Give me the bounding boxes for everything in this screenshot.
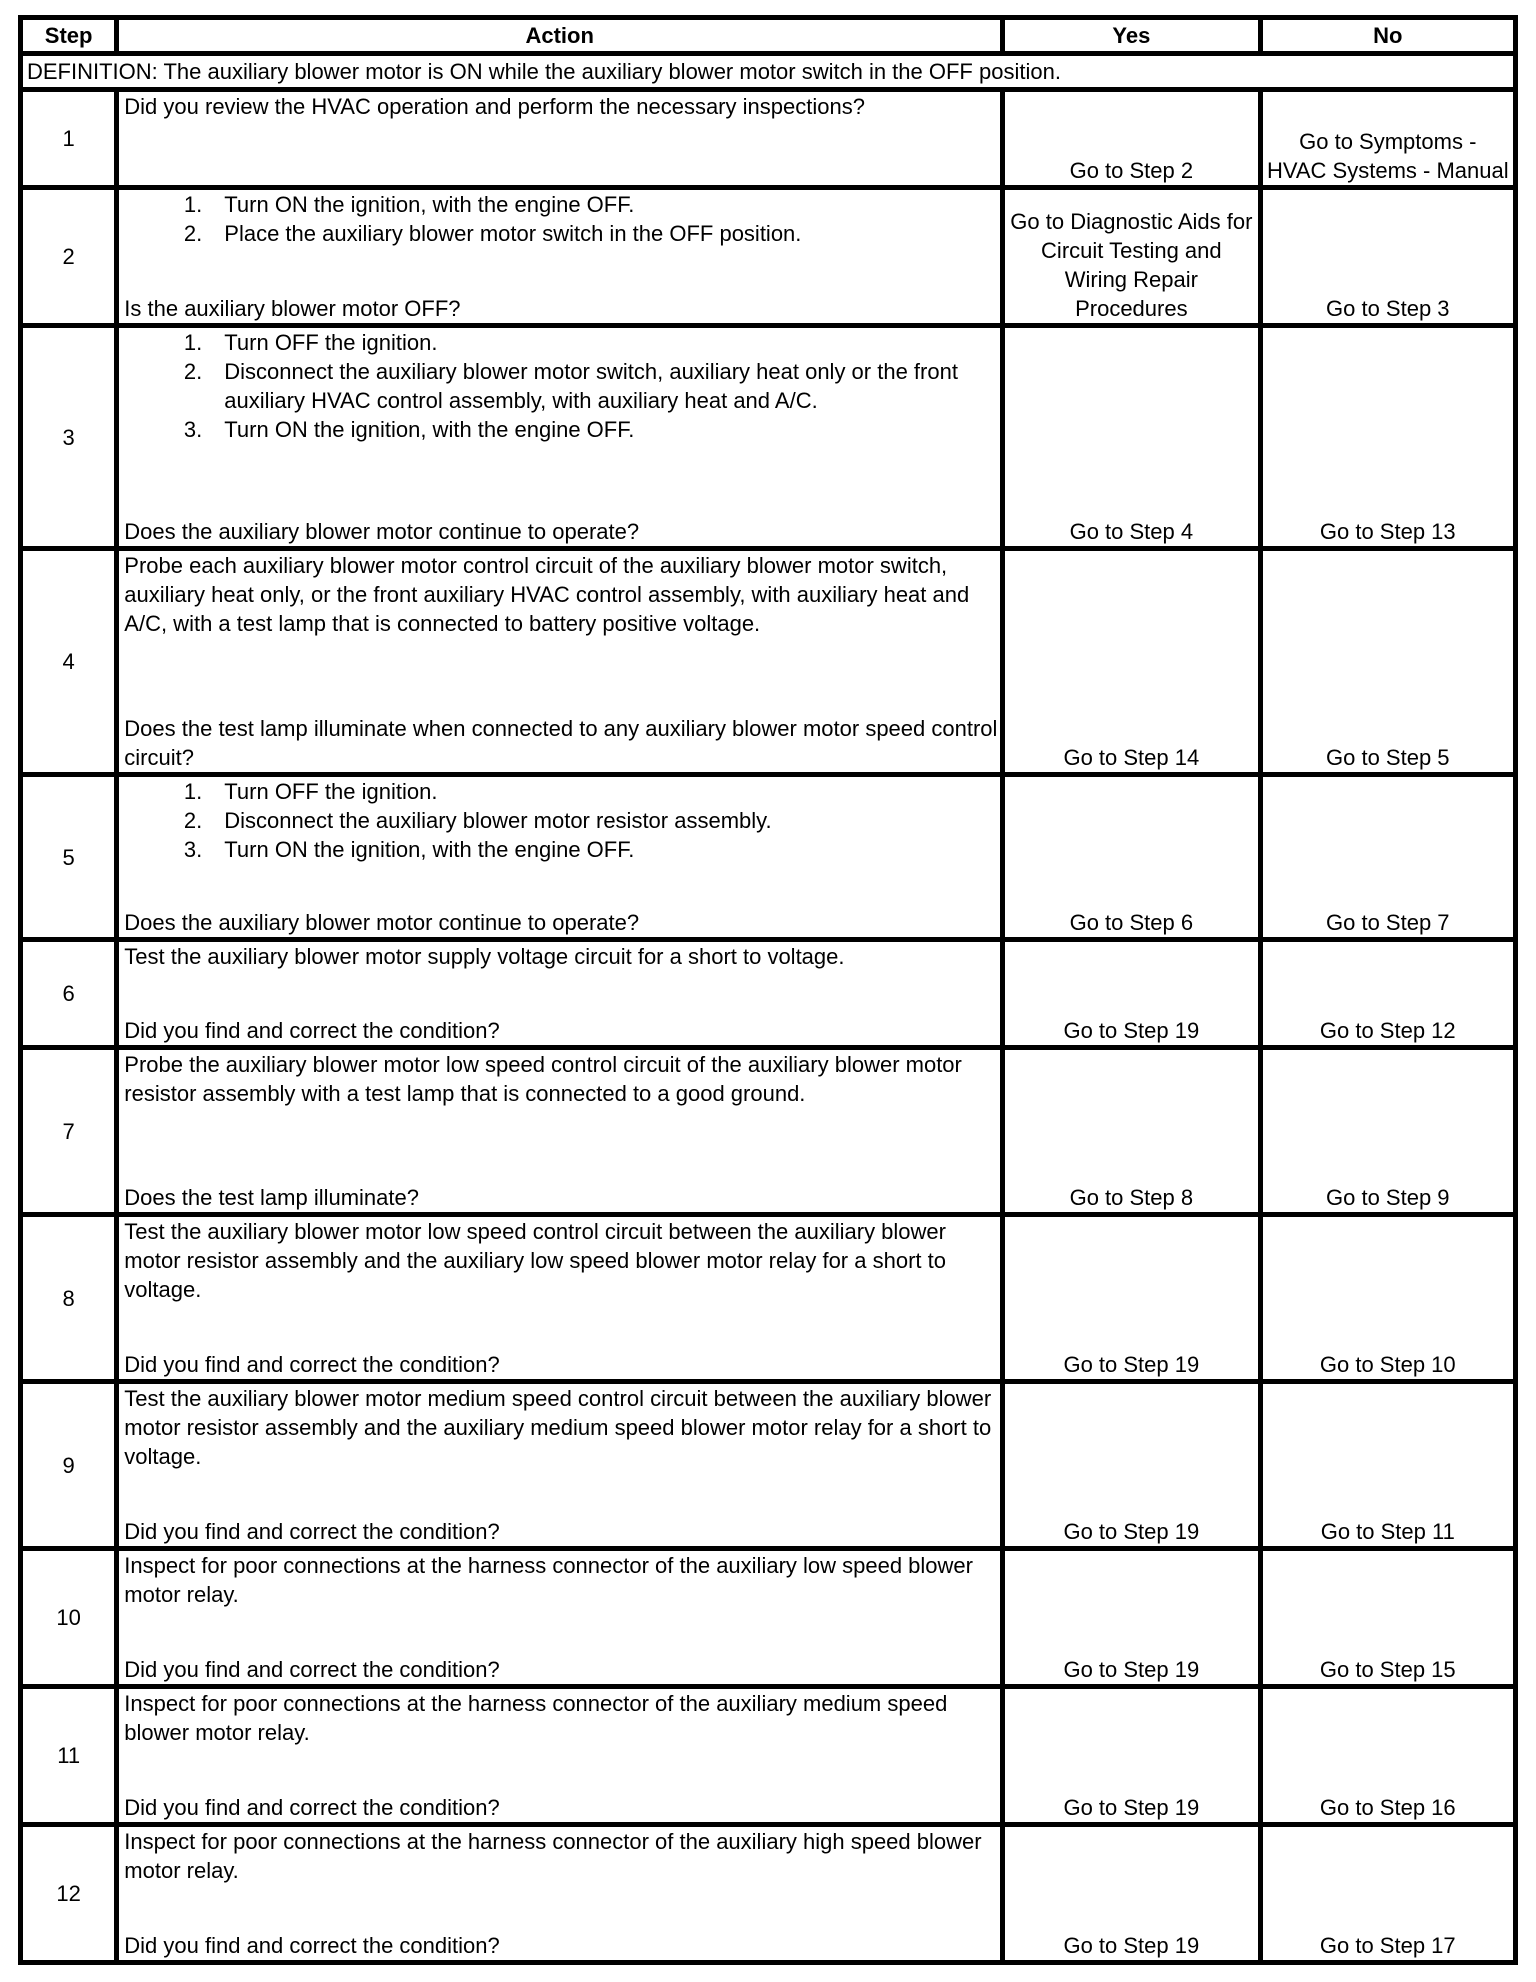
question-text: Did you find and correct the condition? <box>124 1795 500 1820</box>
yes-link[interactable]: Go to Step 6 <box>1003 775 1260 940</box>
no-link[interactable]: Go to Step 3 <box>1260 188 1515 326</box>
no-link[interactable]: Go to Step 11 <box>1260 1382 1515 1549</box>
table-row <box>21 1048 1516 1215</box>
yes-link[interactable]: Go to Step 19 <box>1003 1687 1260 1825</box>
step-number: 11 <box>21 1687 117 1825</box>
question-text: Did you find and correct the condition? <box>124 1657 500 1682</box>
no-link[interactable]: Go to Step 17 <box>1260 1825 1515 1963</box>
step-number: 10 <box>21 1549 117 1687</box>
table-row <box>21 1549 1516 1687</box>
table-row <box>21 326 1516 549</box>
definition-text: DEFINITION: The auxiliary blower motor is ON while the auxiliary blower motor switch in the OFF position. <box>21 54 1516 90</box>
no-link[interactable]: Go to Step 7 <box>1260 775 1515 940</box>
action-cell <box>117 1825 1003 1963</box>
step-number: 4 <box>21 549 117 775</box>
action-cell <box>117 940 1003 1048</box>
instruction-item: 2. Disconnect the auxiliary blower motor resistor assembly. <box>183 808 772 833</box>
no-link[interactable]: Go to Symptoms - HVAC Systems - Manual <box>1260 90 1515 188</box>
table-row <box>21 940 1516 1048</box>
header-action: Action <box>117 18 1003 54</box>
action-cell <box>117 1549 1003 1687</box>
definition-row <box>21 54 1516 90</box>
yes-link[interactable]: Go to Step 19 <box>1003 940 1260 1048</box>
action-cell <box>117 549 1003 775</box>
question-text: Does the auxiliary blower motor continue to operate? <box>124 519 640 544</box>
instruction-item: 3. Turn ON the ignition, with the engine OFF. <box>183 837 635 862</box>
step-number: 9 <box>21 1382 117 1549</box>
yes-link[interactable]: Go to Step 4 <box>1003 326 1260 549</box>
action-cell <box>117 775 1003 940</box>
instruction-list <box>124 190 998 248</box>
yes-link[interactable]: Go to Step 19 <box>1003 1215 1260 1382</box>
no-link[interactable]: Go to Step 16 <box>1260 1687 1515 1825</box>
action-cell <box>117 1048 1003 1215</box>
action-cell <box>117 188 1003 326</box>
question-text: Did you find and correct the condition? <box>124 1018 500 1043</box>
action-cell <box>117 1382 1003 1549</box>
table-row <box>21 1382 1516 1549</box>
no-link[interactable]: Go to Step 13 <box>1260 326 1515 549</box>
question-text: Does the test lamp illuminate? <box>124 1185 419 1210</box>
table-row <box>21 90 1516 188</box>
instruction-item: 1. Turn OFF the ignition. <box>183 779 438 804</box>
no-link[interactable]: Go to Step 9 <box>1260 1048 1515 1215</box>
instruction-list <box>124 328 998 444</box>
action-text: Probe the auxiliary blower motor low speed control circuit of the auxiliary blower motor resistor assembly with a test lamp that is connected to a good ground. <box>124 1052 962 1106</box>
action-cell <box>117 1687 1003 1825</box>
question-text: Did you find and correct the condition? <box>124 1519 500 1544</box>
action-text: Test the auxiliary blower motor low speed control circuit between the auxiliary blower motor resistor assembly and the auxiliary low speed blower motor relay for a short to voltage. <box>124 1219 946 1302</box>
step-number: 5 <box>21 775 117 940</box>
action-text: Inspect for poor connections at the harness connector of the auxiliary low speed blower motor relay. <box>124 1553 973 1607</box>
instruction-item: 2. Place the auxiliary blower motor switch in the OFF position. <box>183 221 802 246</box>
yes-link[interactable]: Go to Step 14 <box>1003 549 1260 775</box>
yes-link[interactable]: Go to Diagnostic Aids for Circuit Testing and Wiring Repair Procedures <box>1003 188 1260 326</box>
instruction-item: 3. Turn ON the ignition, with the engine OFF. <box>183 417 635 442</box>
table-row <box>21 549 1516 775</box>
action-text: Probe each auxiliary blower motor control circuit of the auxiliary blower motor switch, auxiliary heat only, or the front auxiliary HVAC control assembly, with auxiliary heat and A/C, with a test lamp that is connected to battery positive voltage. <box>124 553 970 636</box>
header-no: No <box>1260 18 1515 54</box>
step-number: 3 <box>21 326 117 549</box>
action-cell <box>117 326 1003 549</box>
table-row <box>21 188 1516 326</box>
question-text: Is the auxiliary blower motor OFF? <box>124 296 461 321</box>
instruction-item: 1. Turn ON the ignition, with the engine OFF. <box>183 192 635 217</box>
question-text: Does the auxiliary blower motor continue to operate? <box>124 910 640 935</box>
no-link[interactable]: Go to Step 10 <box>1260 1215 1515 1382</box>
action-text: Inspect for poor connections at the harness connector of the auxiliary high speed blower motor relay. <box>124 1829 982 1883</box>
yes-link[interactable]: Go to Step 2 <box>1003 90 1260 188</box>
table-row <box>21 1687 1516 1825</box>
question-text: Did you find and correct the condition? <box>124 1352 500 1377</box>
action-cell <box>117 1215 1003 1382</box>
yes-link[interactable]: Go to Step 8 <box>1003 1048 1260 1215</box>
action-text: Inspect for poor connections at the harness connector of the auxiliary medium speed blower motor relay. <box>124 1691 948 1745</box>
yes-link[interactable]: Go to Step 19 <box>1003 1382 1260 1549</box>
step-number: 12 <box>21 1825 117 1963</box>
table-row <box>21 1825 1516 1963</box>
question-text: Did you review the HVAC operation and perform the necessary inspections? <box>124 94 865 119</box>
yes-link[interactable]: Go to Step 19 <box>1003 1549 1260 1687</box>
step-number: 7 <box>21 1048 117 1215</box>
step-number: 2 <box>21 188 117 326</box>
diagnostic-table <box>18 15 1518 1965</box>
header-yes: Yes <box>1003 18 1260 54</box>
table-row <box>21 775 1516 940</box>
header-row <box>21 18 1516 54</box>
instruction-list <box>124 777 998 864</box>
no-link[interactable]: Go to Step 12 <box>1260 940 1515 1048</box>
question-text: Did you find and correct the condition? <box>124 1933 500 1958</box>
header-step: Step <box>21 18 117 54</box>
step-number: 1 <box>21 90 117 188</box>
instruction-item: 1. Turn OFF the ignition. <box>183 330 438 355</box>
action-text: Test the auxiliary blower motor supply voltage circuit for a short to voltage. <box>124 944 845 969</box>
yes-link[interactable]: Go to Step 19 <box>1003 1825 1260 1963</box>
action-text: Test the auxiliary blower motor medium speed control circuit between the auxiliary blower motor resistor assembly and the auxiliary medium speed blower motor relay for a short to voltage. <box>124 1386 992 1469</box>
no-link[interactable]: Go to Step 5 <box>1260 549 1515 775</box>
question-text: Does the test lamp illuminate when connected to any auxiliary blower motor speed control circuit? <box>124 716 998 770</box>
no-link[interactable]: Go to Step 15 <box>1260 1549 1515 1687</box>
step-number: 6 <box>21 940 117 1048</box>
action-cell <box>117 90 1003 188</box>
table-row <box>21 1215 1516 1382</box>
instruction-item: 2. Disconnect the auxiliary blower motor switch, auxiliary heat only or the front auxiliary HVAC control assembly, with auxiliary heat and A/C. <box>183 359 958 413</box>
step-number: 8 <box>21 1215 117 1382</box>
